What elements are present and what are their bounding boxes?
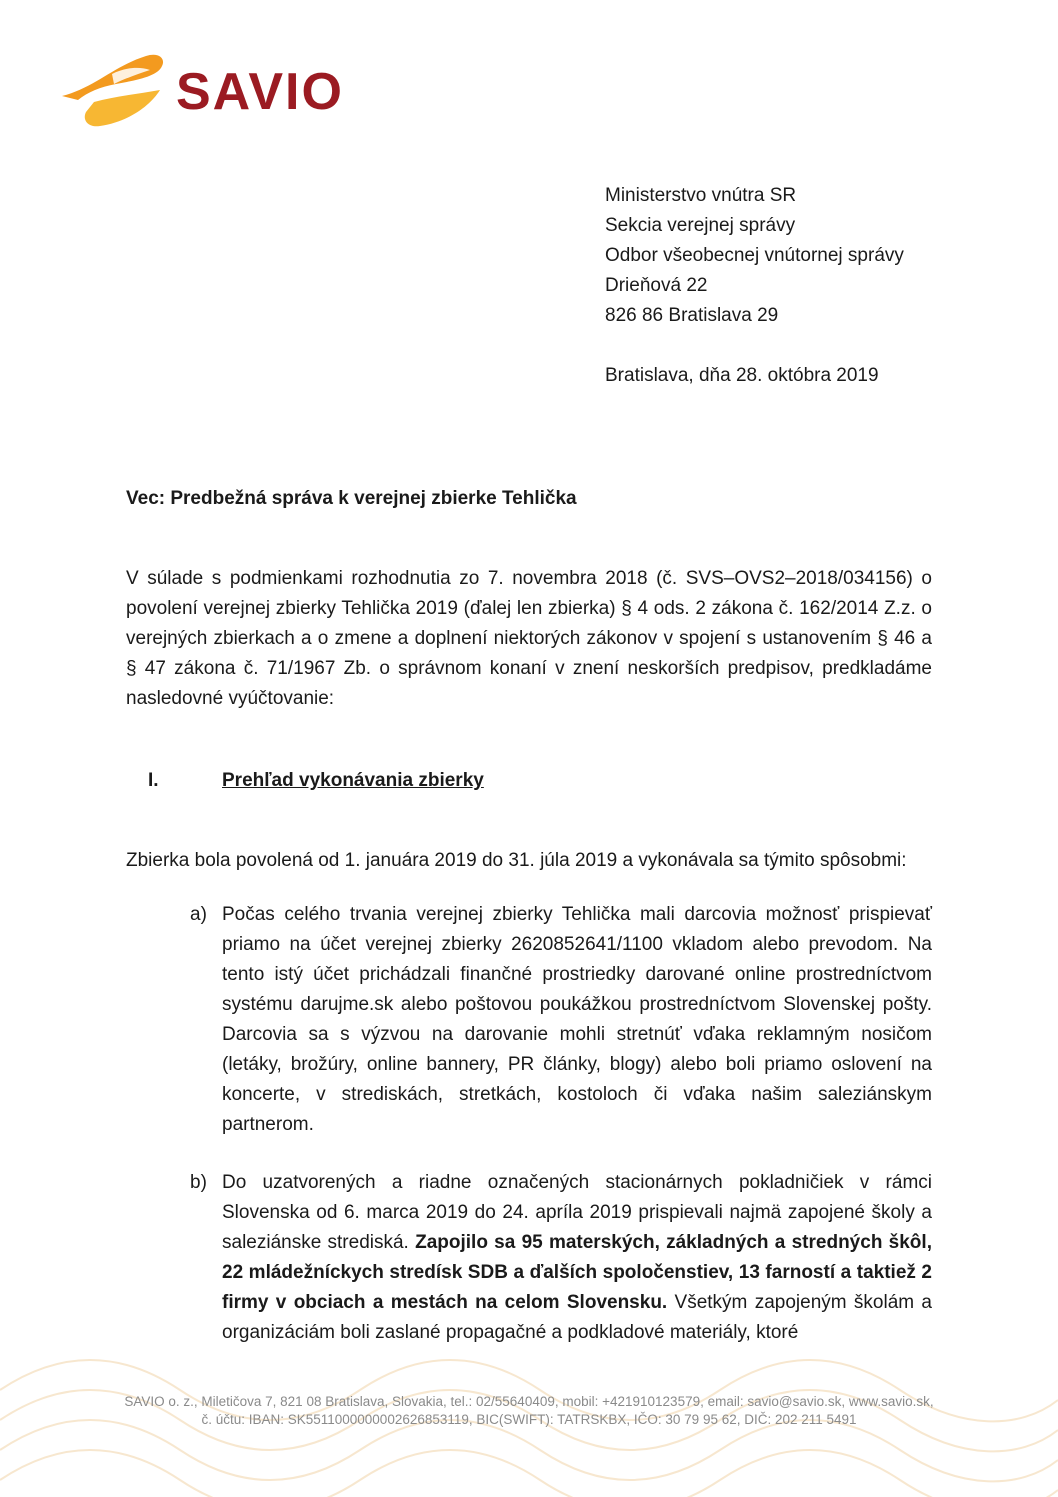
address-line: Drieňová 22 (605, 275, 708, 296)
list-item-letter: a) (190, 904, 207, 925)
list-item-letter: b) (190, 1172, 207, 1193)
list-item-text: Počas celého trvania verejnej zbierky Tehlička mali darcovia možnosť prispievať priamo na účet verejnej zbierky 2620852641/1100 vkladom alebo prevodom. Na tento istý účet prichádzali finančné prostriedky darované online prostredníctvom systému darujme.sk alebo poštovou poukážkou prostredníctvom Slovenskej pošty. Darcovia sa s výzvou na darovanie mohli stretnúť vďaka reklamným nosičom (letáky, brožúry, online bannery, PR články, blogy) alebo boli priamo oslovení na koncerte, v strediskách, stretkách, kostoloch či vďaka našim saleziánskym partnerom. (222, 904, 932, 1135)
section-number: I. (148, 770, 159, 791)
address-line: Sekcia verejnej správy (605, 215, 796, 236)
footer-line: č. účtu: IBAN: SK5511000000002626853119, BIC(SWIFT): TATRSKBX, IČO: 30 79 95 62, DIČ: 202 211 5491 (201, 1412, 857, 1427)
address-line: Odbor všeobecnej vnútornej správy (605, 245, 904, 266)
recipient-address (605, 181, 904, 331)
logo-text: SAVIO (176, 63, 344, 121)
list-item-text-bold: Zapojilo sa 95 materských, základných a stredných škôl, 22 mládežníckych stredísk SDB a ďalších spoločenstiev, 13 farností a taktiež 2 firmy v obciach a mestách na celom Slovensku. (222, 1232, 932, 1313)
list-item-text-part: Všetkým zapojeným školám a organizáciám boli zaslané propagačné a podkladové materiály, ktoré (222, 1292, 933, 1343)
list-item-text-part: Do uzatvorených a riadne označených stacionárnych pokladničiek v rámci Slovenska od 6. marca 2019 do 24. apríla 2019 prispievali najmä zapojené školy a saleziánske strediská. (222, 1172, 932, 1253)
address-line: 826 86 Bratislava 29 (605, 305, 779, 326)
collection-period-paragraph: Zbierka bola povolená od 1. januára 2019 do 31. júla 2019 a vykonávala sa týmito spôsobmi: (126, 850, 907, 871)
letter-footer (0, 1393, 1058, 1429)
footer-line: SAVIO o. z., Miletičova 7, 821 08 Bratislava, Slovakia, tel.: 02/55640409, mobil: +421910123579, email: savio@savio.sk, www.savio.sk, (124, 1394, 934, 1409)
section-title: Prehľad vykonávania zbierky (222, 770, 484, 791)
address-line: Ministerstvo vnútra SR (605, 185, 797, 206)
letter-date: Bratislava, dňa 28. októbra 2019 (605, 365, 879, 386)
list-item-text (222, 1168, 932, 1348)
letter-subject: Vec: Predbežná správa k verejnej zbierke Tehlička (126, 488, 577, 509)
intro-paragraph: V súlade s podmienkami rozhodnutia zo 7. novembra 2018 (č. SVS–OVS2–2018/034156) o povolení verejnej zbierky Tehlička 2019 (ďalej len zbierka) § 4 ods. 2 zákona č. 162/2014 Z.z. o verejných zbierkach a o zmene a doplnení niektorých zákonov v spojení s ustanovením § 46 a § 47 zákona č. 71/1967 Zb. o správnom konaní v znení neskorších predpisov, predkladáme nasledovné vyúčtovanie: (126, 568, 932, 709)
